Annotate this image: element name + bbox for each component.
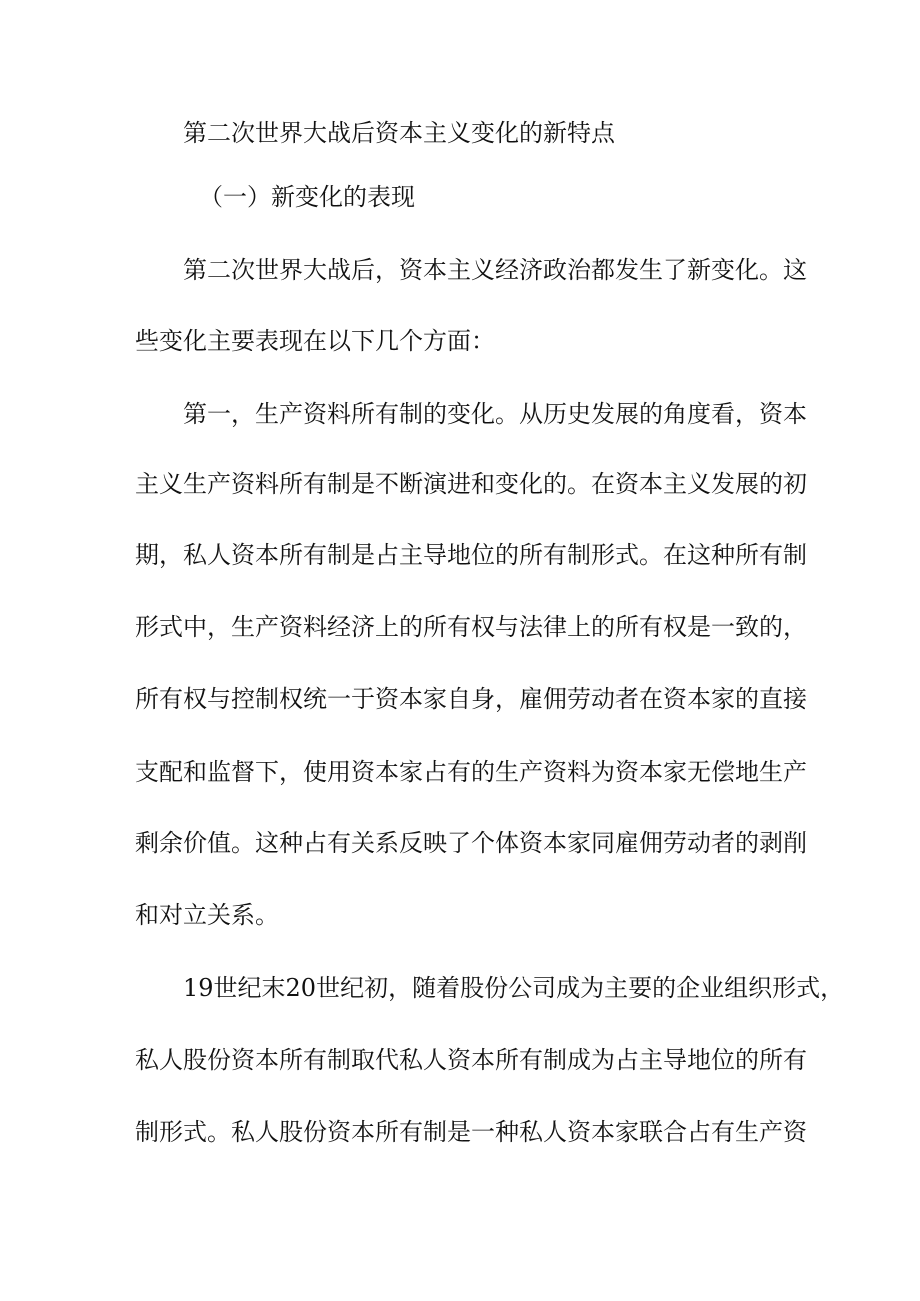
document-title: 第二次世界大战后资本主义变化的新特点: [183, 119, 615, 147]
section-heading: （一）新变化的表现: [199, 183, 415, 211]
paragraph-2-line-2: 主义生产资料所有制是不断演进和变化的。在资本主义发展的初: [135, 470, 807, 498]
paragraph-2-line-3: 期，私人资本所有制是占主导地位的所有制形式。在这种所有制: [135, 541, 807, 569]
paragraph-3-line-3: 制形式。私人股份资本所有制是一种私人资本家联合占有生产资: [135, 1118, 807, 1146]
paragraph-3-line-1: 19世纪末20世纪初，随着股份公司成为主要的企业组织形式，: [183, 974, 845, 1002]
paragraph-2-line-6: 支配和监督下，使用资本家占有的生产资料为资本家无偿地生产: [135, 758, 807, 786]
paragraph-1-line-1: 第二次世界大战后，资本主义经济政治都发生了新变化。这: [183, 256, 807, 284]
paragraph-2-line-8: 和对立关系。: [135, 901, 279, 929]
paragraph-2-line-4: 形式中，生产资料经济上的所有权与法律上的所有权是一致的，: [135, 613, 807, 641]
paragraph-2-line-1: 第一，生产资料所有制的变化。从历史发展的角度看，资本: [183, 400, 807, 428]
paragraph-3-line-2: 私人股份资本所有制取代私人资本所有制成为占主导地位的所有: [135, 1046, 807, 1074]
paragraph-1-line-2: 些变化主要表现在以下几个方面：: [135, 327, 495, 355]
paragraph-2-line-7: 剩余价值。这种占有关系反映了个体资本家同雇佣劳动者的剥削: [135, 829, 807, 857]
paragraph-2-line-5: 所有权与控制权统一于资本家自身，雇佣劳动者在资本家的直接: [135, 685, 807, 713]
